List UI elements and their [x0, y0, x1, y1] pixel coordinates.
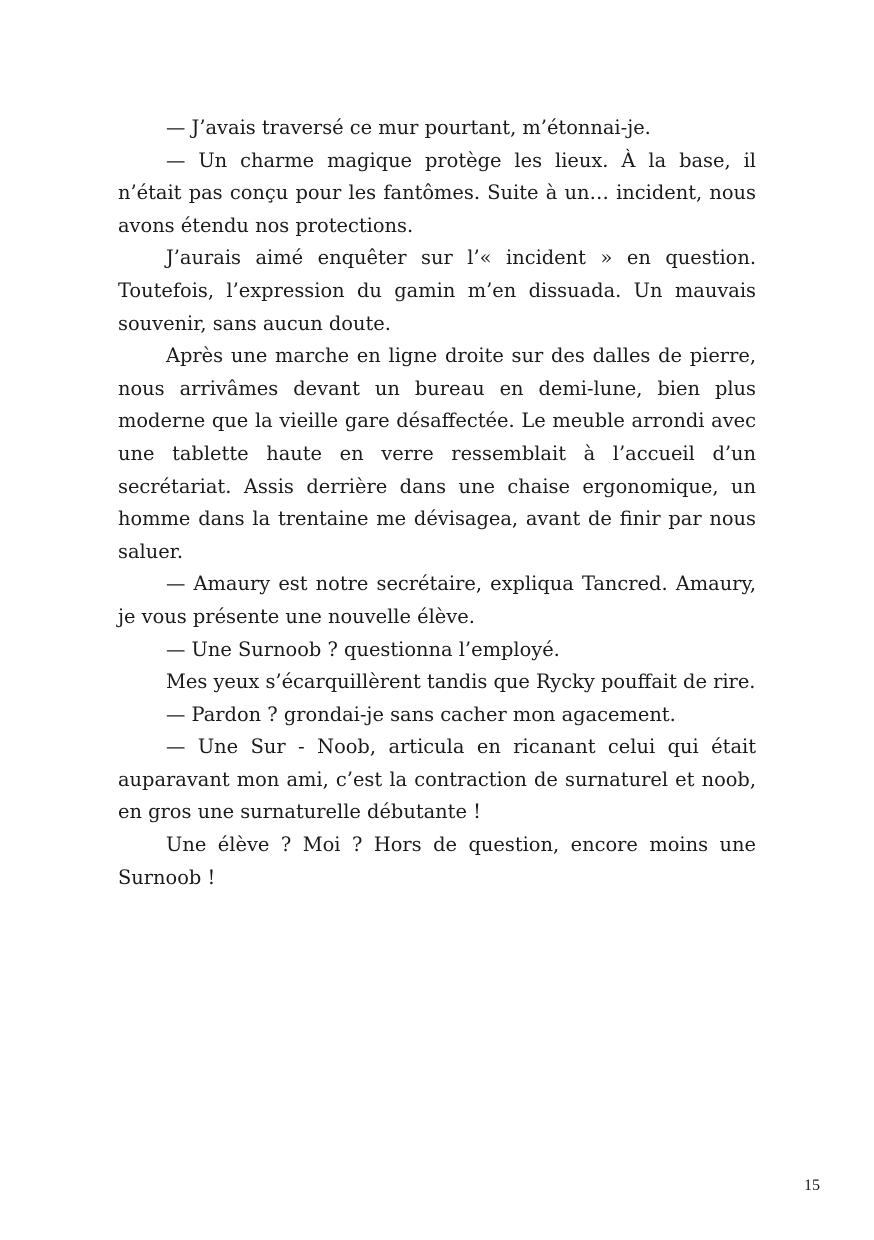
paragraph-1: — J’avais traversé ce mur pourtant, m’étonnai-je. [166, 116, 651, 139]
paragraph-3: J’aurais aimé enquêter sur l’« incident » en question. Toutefois, l’expression du gamin m’en dissuada. Un mauvais souvenir, sans aucun doute. [118, 246, 756, 335]
paragraph-8: — Pardon ? grondai-je sans cacher mon agacement. [166, 702, 676, 726]
paragraph-5: — Amaury est notre secrétaire, expliqua Tancred. Amaury, je vous présente une nouvelle élève. [118, 572, 756, 628]
paragraph-6: — Une Surnoob ? questionna l’employé. [166, 637, 560, 661]
paragraph-10: Une élève ? Moi ? Hors de question, encore moins une Surnoob ! [118, 833, 756, 889]
paragraph-2: — Un charme magique protège les lieux. À la base, il n’était pas conçu pour les fantômes. Suite à un… incident, nous avons étendu nos protections. [118, 148, 756, 237]
paragraph-9: — Une Sur - Noob, articula en ricanant celui qui était auparavant mon ami, c’est la contraction de surnaturel et noob, en gros une surnaturelle débutante ! [118, 735, 756, 824]
paragraph-4: Après une marche en ligne droite sur des dalles de pierre, nous arrivâmes devant un bureau en demi-lune, bien plus moderne que la vieille gare désaffectée. Le meuble arrondi avec une tablette haute en verre ressemblait à l’accueil d’un secrétariat. Assis derrière dans une chaise ergonomique, un homme dans la trentaine me dévisagea, avant de finir par nous saluer. [118, 344, 756, 563]
paragraph-7: Mes yeux s’écarquillèrent tandis que Rycky pouffait de rire. [166, 670, 756, 694]
body-text [118, 112, 756, 894]
page-number: 15 [804, 1177, 820, 1194]
